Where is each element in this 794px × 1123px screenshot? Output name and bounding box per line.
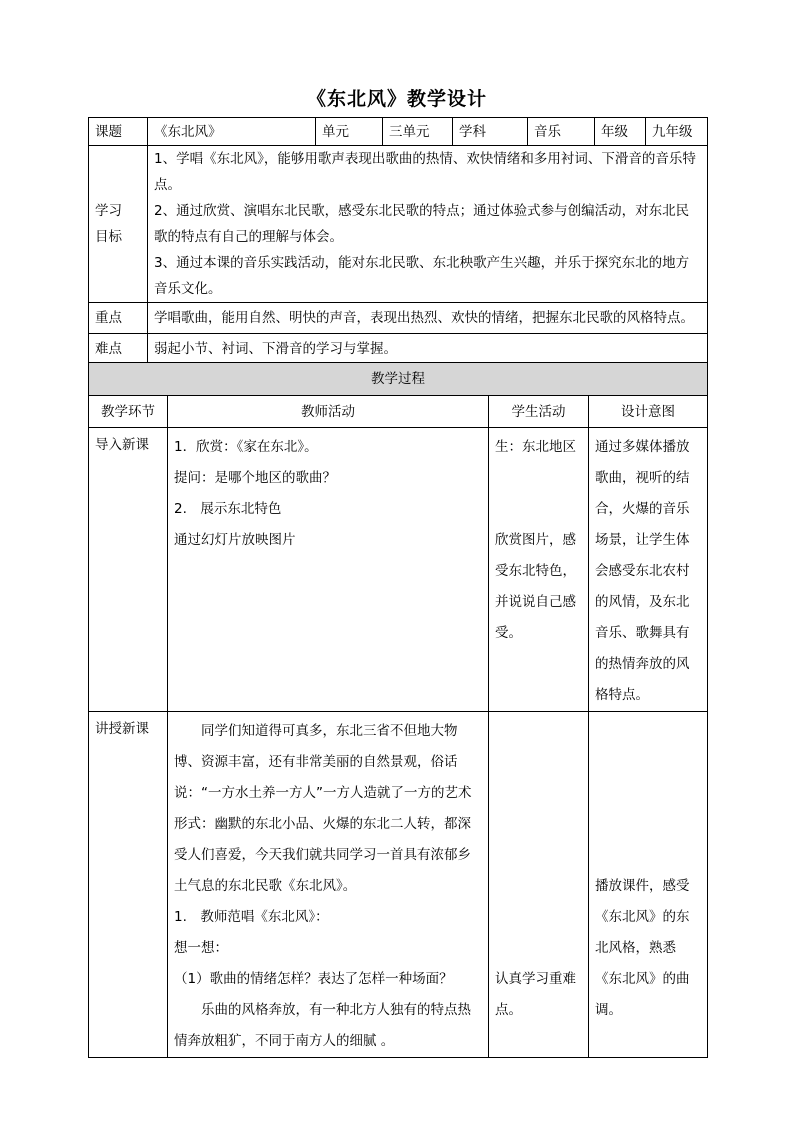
design-intent [589,712,708,1058]
difficulty-text: 弱起小节、衬词、下滑音的学习与掌握。 [148,334,708,365]
difficulty-row [89,334,708,365]
student-line: 生：东北地区 [495,439,576,455]
teacher-activity [168,428,489,712]
topic-value: 《东北风》 [148,118,316,146]
objectives-content [148,146,708,303]
subject-label: 学科 [453,118,528,146]
spacer [495,716,582,964]
key-point-row [89,303,708,334]
intent-text: 通过多媒体播放歌曲，视听的结合，火爆的音乐场景，让学生体会感受东北农村的风情，及东北音乐、歌舞具有的热情奔放的风格特点。 [595,439,690,703]
teacher-question: （1）歌曲的情绪怎样？表达了怎样一种场面？ [174,971,453,987]
teacher-activity [168,712,489,1058]
teacher-step: 1. 教师范唱《东北风》： [174,909,329,925]
column-header: 教师活动 [168,396,489,428]
key-point-text: 学唱歌曲，能用自然、明快的声音，表现出热烈、欢快的情绪，把握东北民歌的风格特点。 [148,303,708,334]
spacer [595,716,701,871]
info-row [89,118,708,146]
objective-item: 3、通过本课的音乐实践活动，能对东北民歌、东北秧歌产生兴趣，并乐于探究东北的地方音乐文化。 [154,255,690,297]
process-table [88,362,708,1058]
process-header: 教学过程 [89,363,708,396]
teacher-line: 通过幻灯片放映图片 [174,532,296,548]
topic-label: 课题 [89,118,148,146]
overview-table [88,117,708,365]
design-intent [589,428,708,712]
difficulty-label: 难点 [89,334,148,365]
teacher-think: 想一想： [174,940,228,956]
subject-value: 音乐 [528,118,595,146]
student-line: 认真学习重难点。 [495,971,576,1018]
unit-value: 三单元 [383,118,453,146]
objectives-row [89,146,708,303]
teacher-line: 1．欣赏：《家在东北》。 [174,439,318,455]
grade-value: 九年级 [646,118,708,146]
teaching-row [89,712,708,1058]
objective-item: 2、通过欣赏、演唱东北民歌，感受东北民歌的特点；通过体验式参与创编活动，对东北民歌的特点有自己的理解与体会。 [154,203,690,245]
objectives-label: 学习目标 [89,146,148,303]
unit-label: 单元 [316,118,383,146]
teacher-line: 2. 展示东北特色 [174,501,282,517]
student-activity [489,428,589,712]
intro-row [89,428,708,712]
document-title: 《东北风》教学设计 [306,88,487,110]
student-activity [489,712,589,1058]
grade-label: 年级 [595,118,646,146]
spacer [495,494,582,525]
spacer [495,463,582,494]
student-line: 欣赏图片，感受东北特色，并说说自己感受。 [495,532,576,641]
column-header: 设计意图 [589,396,708,428]
key-point-label: 重点 [89,303,148,334]
stage-cell: 讲授新课 [89,712,168,1058]
stage-cell: 导入新课 [89,428,168,712]
objective-item: 1、学唱《东北风》，能够用歌声表现出歌曲的热情、欢快情绪和多用衬词、下滑音的音乐特点。 [154,151,696,193]
teacher-intro: 同学们知道得可真多，东北三省不但地大物博、资源丰富，还有非常美丽的自然景观，俗话说：“一方水土养一方人”一方人造就了一方的艺术形式：幽默的东北小品、火爆的东北二人转，都深受人们喜爱，今天我们就共同学习一首具有浓郁乡土气息的东北民歌《东北风》。 [174,723,472,894]
column-header-row [89,396,708,428]
teacher-answer: 乐曲的风格奔放，有一种北方人独有的特点热情奔放粗犷，不同于南方人的细腻 。 [174,1002,471,1049]
process-header-row [89,363,708,396]
teacher-line: 提问：是哪个地区的歌曲？ [174,470,336,486]
column-header: 教学环节 [89,396,168,428]
intent-text: 播放课件，感受《东北风》的东北风格，熟悉《东北风》的曲调。 [595,878,690,1018]
column-header: 学生活动 [489,396,589,428]
